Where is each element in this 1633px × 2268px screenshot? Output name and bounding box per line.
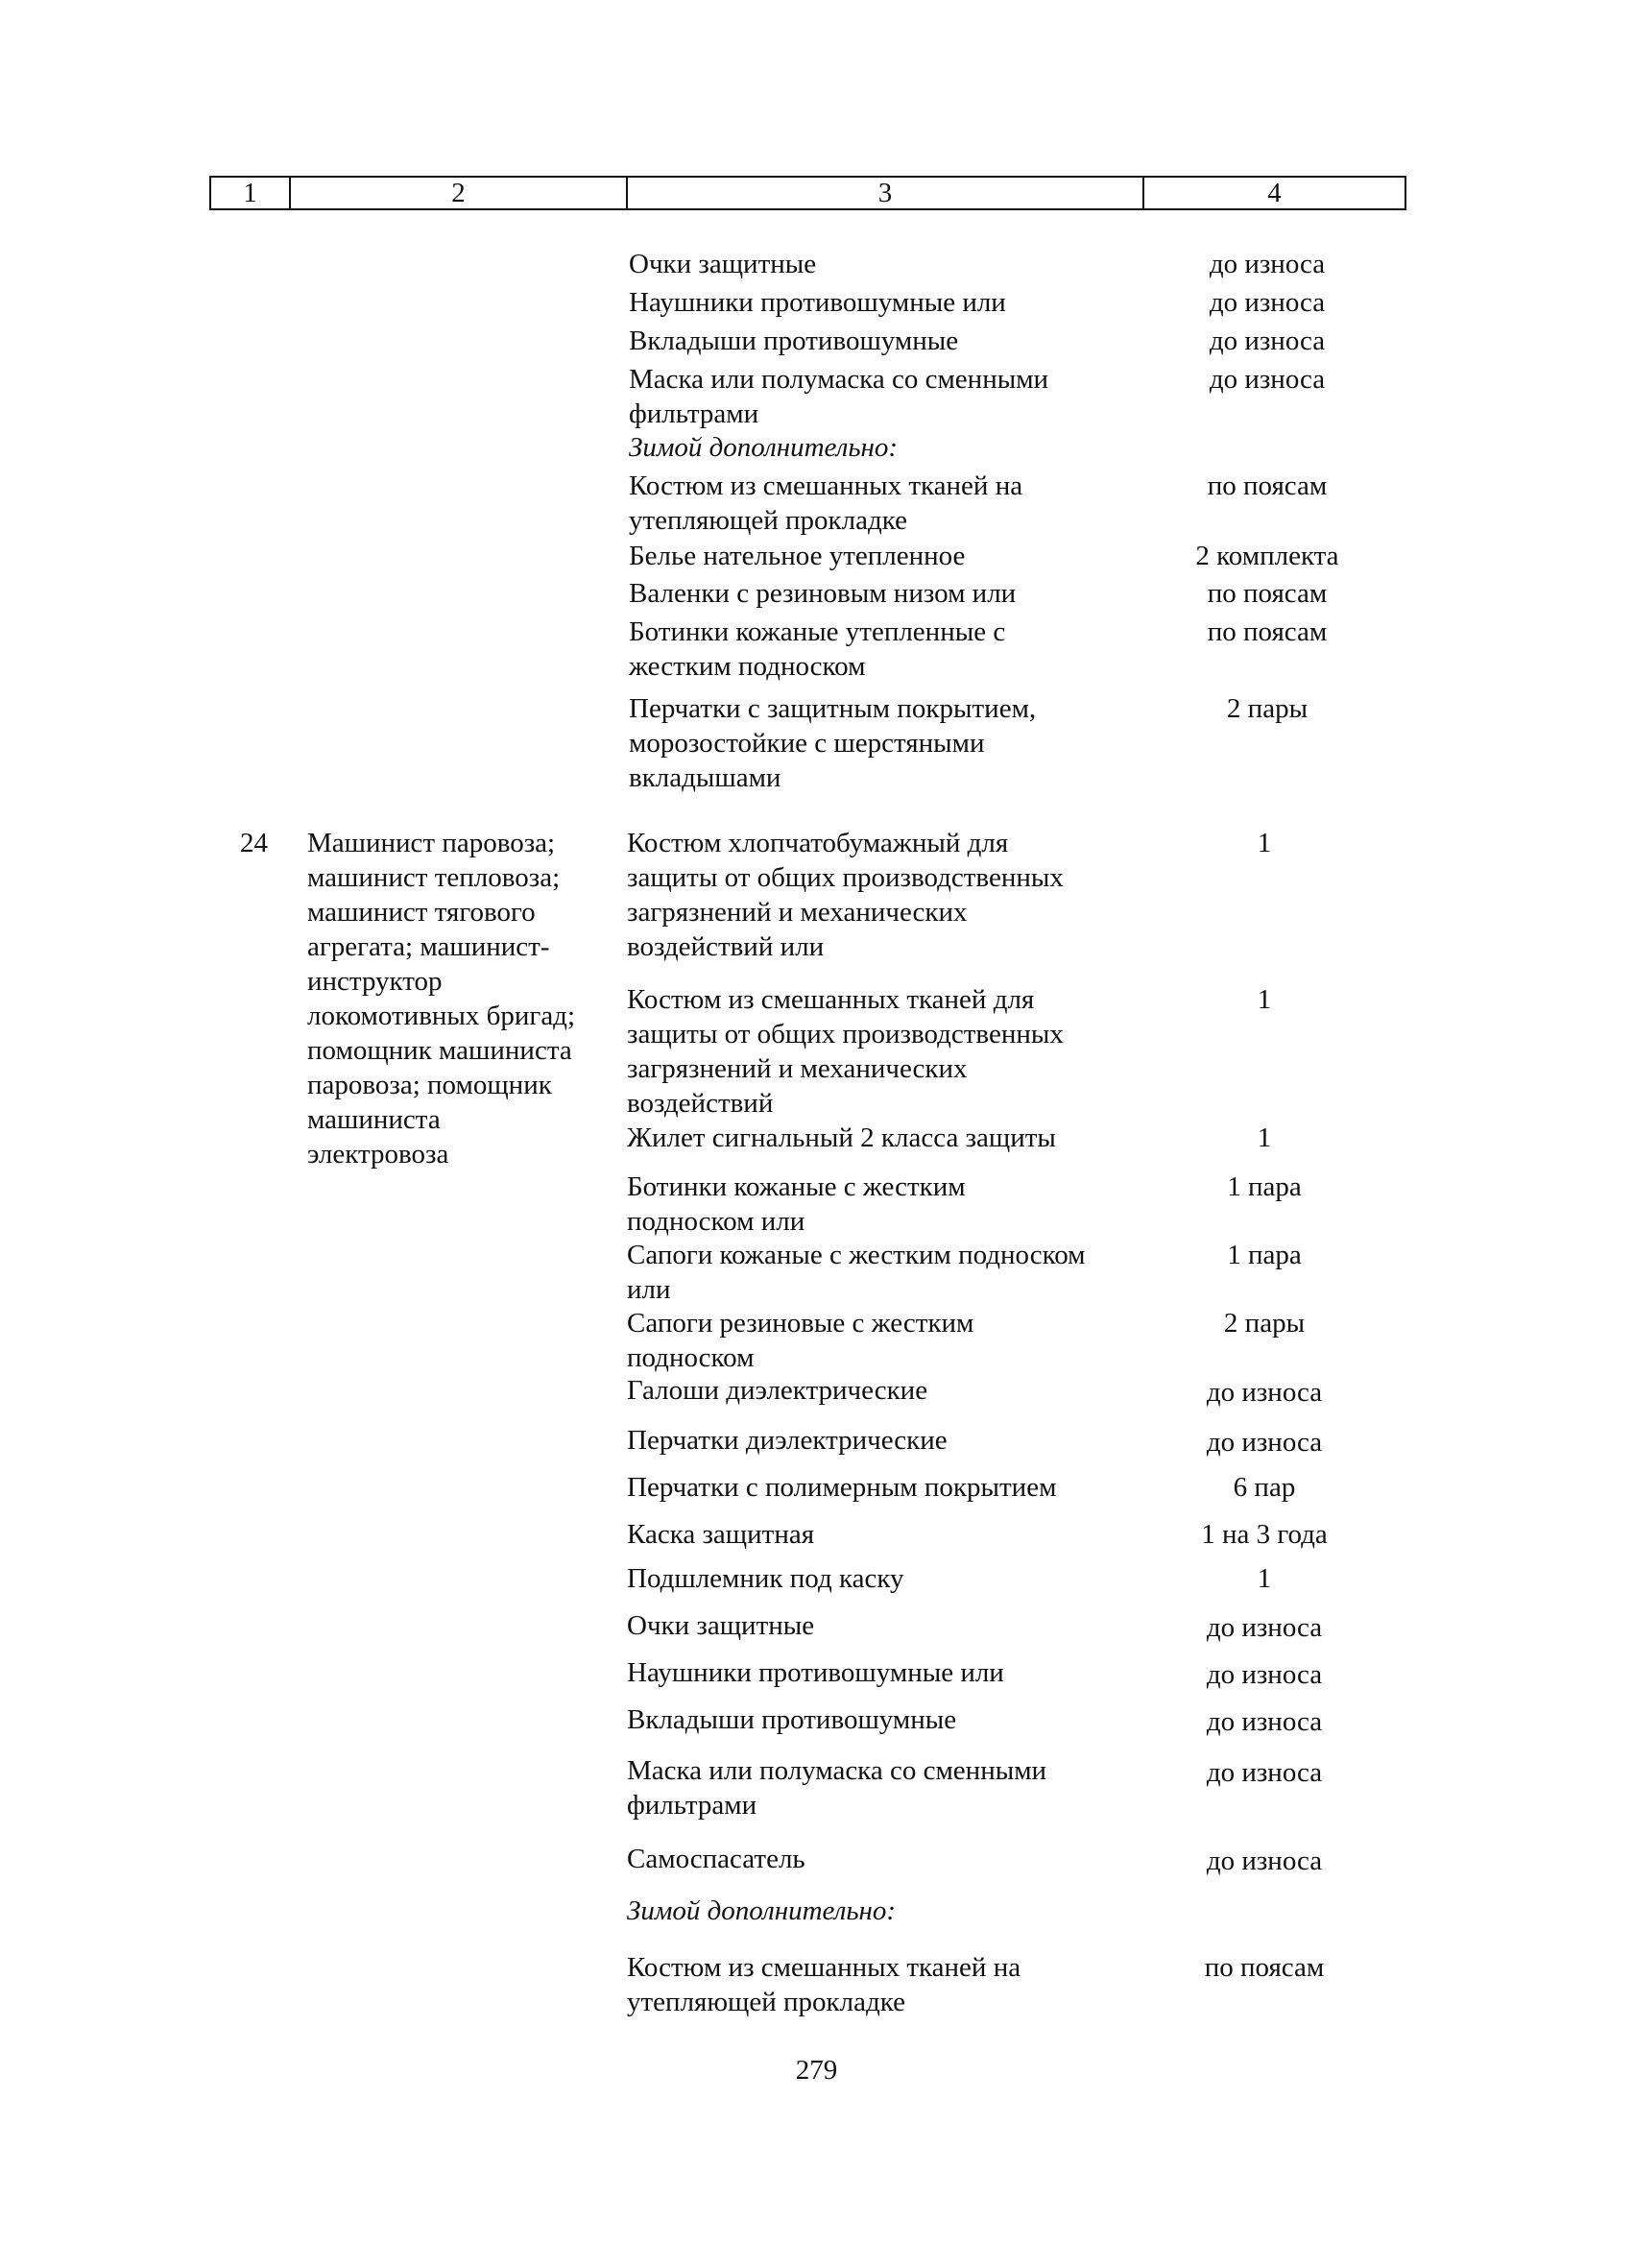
item-name: загрязнений и механических	[627, 1053, 968, 1084]
item-norm: по поясам	[1207, 470, 1328, 501]
item-norm: по поясам	[1207, 578, 1328, 609]
item-name: вкладышами	[629, 762, 781, 793]
item-norm: 6 пар	[1233, 1472, 1296, 1503]
item-name: воздействий	[627, 1088, 774, 1119]
item-name: Галоши диэлектрические	[627, 1375, 928, 1406]
item-name: Очки защитные	[627, 1610, 815, 1641]
header-col-4: 4	[1267, 178, 1282, 208]
item-norm: до износа	[1206, 1706, 1323, 1737]
item-norm: до износа	[1206, 1757, 1323, 1788]
item-norm: до износа	[1209, 364, 1326, 395]
item-name: Самоспасатель	[627, 1844, 805, 1874]
item-norm: до износа	[1206, 1377, 1323, 1408]
profession-line: Машинист паровоза;	[307, 828, 556, 858]
item-name: Костюм хлопчатобумажный для	[627, 828, 1009, 858]
header-col-2: 2	[291, 178, 628, 208]
profession-line: помощник машиниста	[307, 1035, 572, 1066]
item-name: Перчатки диэлектрические	[627, 1425, 948, 1456]
page-number: 279	[795, 2055, 838, 2086]
item-norm: до износа	[1206, 1427, 1323, 1458]
item-norm: 2 комплекта	[1195, 541, 1339, 571]
item-name: загрязнений и механических	[627, 897, 968, 928]
header-col-3: 3	[628, 178, 1144, 208]
item-name: Сапоги кожаные с жестким подноском	[627, 1240, 1086, 1270]
item-norm: по поясам	[1207, 616, 1328, 647]
profession-line: машинист тепловоза;	[307, 862, 561, 893]
profession-line: машинист тягового	[307, 897, 536, 928]
item-name: Очки защитные	[629, 249, 817, 279]
item-name: фильтрами	[629, 398, 759, 429]
profession-line: электровоза	[307, 1139, 449, 1170]
item-name: Валенки с резиновым низом или	[629, 578, 1017, 609]
item-norm: 1 на 3 года	[1201, 1519, 1328, 1550]
item-name: утепляющей прокладке	[627, 1987, 905, 2017]
item-name: Ботинки кожаные утепленные с	[629, 616, 1006, 647]
item-name: Белье нательное утепленное	[629, 541, 966, 571]
item-name: подноском или	[627, 1206, 805, 1237]
item-name: Наушники противошумные или	[627, 1657, 1004, 1688]
item-norm: 1 пара	[1227, 1240, 1302, 1270]
item-name: Перчатки с полимерным покрытием	[627, 1472, 1057, 1503]
item-name: Подшлемник под каску	[627, 1563, 904, 1594]
item-norm: до износа	[1209, 326, 1326, 356]
item-norm: до износа	[1206, 1659, 1323, 1690]
item-name: Каска защитная	[627, 1519, 815, 1550]
item-name: морозостойкие с шерстяными	[629, 728, 985, 759]
item-name: Сапоги резиновые с жестким	[627, 1308, 974, 1339]
item-norm: до износа	[1209, 249, 1326, 279]
row-number: 24	[240, 828, 268, 858]
item-name: Маска или полумаска со сменными	[629, 364, 1049, 395]
item-norm: 1	[1257, 1563, 1272, 1594]
item-norm: до износа	[1206, 1846, 1323, 1876]
item-norm: до износа	[1206, 1612, 1323, 1643]
item-name: Ботинки кожаные с жестким	[627, 1171, 966, 1202]
winter-subheading: Зимой дополнительно:	[629, 432, 899, 463]
item-name: Маска или полумаска со сменными	[627, 1755, 1047, 1786]
item-norm: 1 пара	[1227, 1171, 1302, 1202]
item-norm: 1	[1257, 1122, 1272, 1153]
item-norm: 2 пары	[1223, 1308, 1306, 1339]
item-name: Наушники противошумные или	[629, 287, 1006, 318]
profession-line: машиниста	[307, 1104, 441, 1135]
item-name: защиты от общих производственных	[627, 862, 1064, 893]
item-norm: до износа	[1209, 287, 1326, 318]
item-norm: 1	[1257, 984, 1272, 1015]
item-name: фильтрами	[627, 1790, 757, 1821]
item-name: или	[627, 1274, 671, 1305]
item-name: Жилет сигнальный 2 класса защиты	[627, 1122, 1056, 1153]
profession-line: инструктор	[307, 966, 443, 997]
profession-line: паровоза; помощник	[307, 1070, 552, 1100]
profession-line: локомотивных бригад;	[307, 1001, 575, 1031]
item-name: защиты от общих производственных	[627, 1019, 1064, 1050]
item-name: Костюм из смешанных тканей для	[627, 984, 1035, 1015]
item-name: утепляющей прокладке	[629, 505, 907, 536]
item-name: Костюм из смешанных тканей на	[629, 470, 1023, 501]
item-norm: 2 пары	[1226, 693, 1309, 724]
item-norm: 1	[1257, 828, 1272, 858]
column-header-row	[209, 176, 1406, 210]
winter-subheading: Зимой дополнительно:	[627, 1895, 897, 1926]
item-name: Вкладыши противошумные	[629, 326, 959, 356]
item-name: жестким подноском	[629, 651, 866, 682]
item-name: Костюм из смешанных тканей на	[627, 1952, 1021, 1983]
item-name: Перчатки с защитным покрытием,	[629, 693, 1037, 724]
header-col-1: 1	[211, 178, 291, 208]
item-name: воздействий или	[627, 931, 825, 962]
item-name: подноском	[627, 1342, 755, 1373]
profession-line: агрегата; машинист-	[307, 931, 550, 962]
item-name: Вкладыши противошумные	[627, 1704, 957, 1735]
item-norm: по поясам	[1204, 1952, 1325, 1983]
